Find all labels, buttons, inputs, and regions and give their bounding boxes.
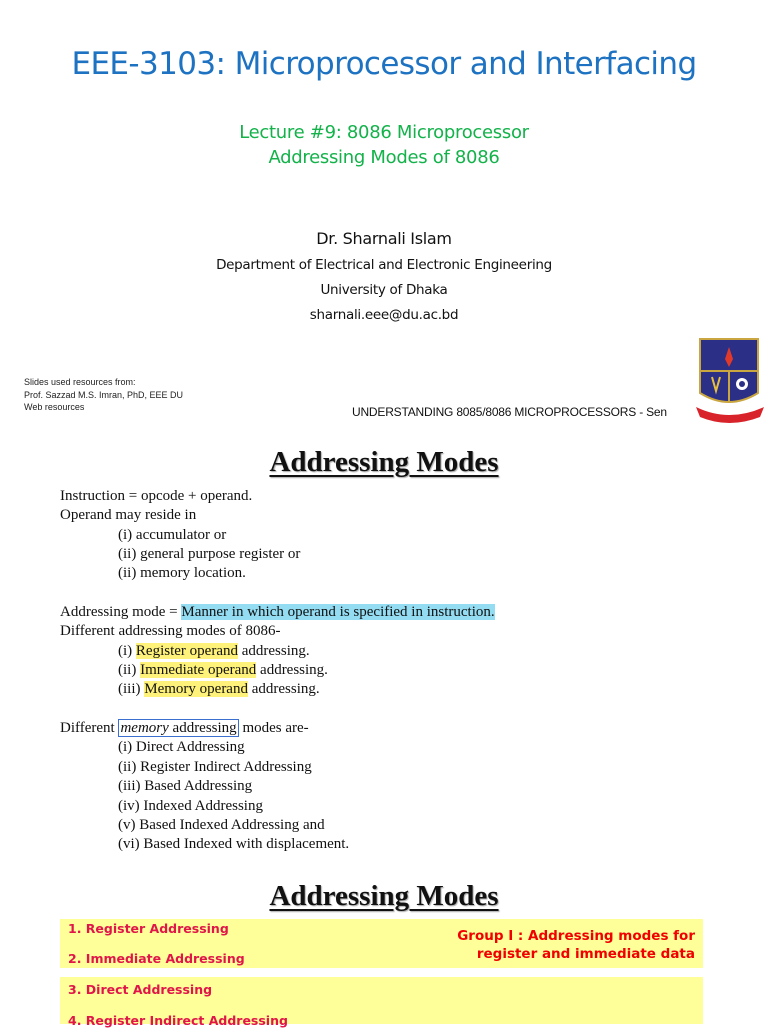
credits bbox=[24, 376, 183, 414]
text-line: Different memory addressing modes are- bbox=[60, 720, 309, 737]
text-line: (i) accumulator or bbox=[118, 526, 227, 543]
highlight: Immediate operand bbox=[140, 662, 257, 679]
credit-line: Prof. Sazzad M.S. Imran, PhD, EEE DU bbox=[24, 389, 184, 400]
group2-box bbox=[60, 977, 703, 1028]
text-line: (iii) Memory operand addressing. bbox=[118, 681, 320, 698]
book-reference: UNDERSTANDING 8085/8086 MICROPROCESSORS - Sen bbox=[352, 405, 667, 419]
list-item: 2. Immediate Addressing bbox=[68, 951, 245, 966]
university: University of Dhaka bbox=[320, 282, 448, 298]
highlight: Memory operand bbox=[144, 681, 248, 698]
text: Addressing mode = bbox=[60, 604, 182, 621]
email: sharnali.eee@du.ac.bd bbox=[309, 307, 459, 323]
lecture-title: Lecture #9: 8086 Microprocessor bbox=[239, 122, 529, 143]
group1-box bbox=[60, 919, 703, 968]
text-line: (i) Register operand addressing. bbox=[118, 642, 310, 659]
list-item: (v) Based Indexed Addressing and bbox=[118, 816, 325, 833]
group1-label: Group I : Addressing modes for register and immediate data bbox=[457, 928, 695, 962]
text-line: (ii) memory location. bbox=[118, 565, 246, 582]
list-item: 4. Register Indirect Addressing bbox=[68, 1013, 288, 1028]
university-logo bbox=[696, 337, 764, 423]
list-item: 1. Register Addressing bbox=[68, 921, 229, 936]
text-line: (ii) general purpose register or bbox=[118, 546, 301, 563]
highlight: Register operand bbox=[135, 642, 238, 659]
text-line: Operand may reside in bbox=[60, 507, 197, 524]
course-title: EEE-3103: Microprocessor and Interfacing bbox=[71, 46, 697, 82]
lecture-subtitle: Addressing Modes of 8086 bbox=[268, 147, 500, 168]
list-item: (iv) Indexed Addressing bbox=[118, 797, 263, 814]
slide2-body bbox=[60, 487, 495, 855]
list-item: (iii) Based Addressing bbox=[118, 778, 253, 795]
slide2-heading: Addressing Modes bbox=[269, 446, 499, 478]
memory-emphasis: memory bbox=[120, 720, 169, 737]
author: Dr. Sharnali Islam bbox=[316, 229, 452, 248]
list-item: (ii) Register Indirect Addressing bbox=[118, 758, 312, 775]
credit-line: Slides used resources from: bbox=[24, 377, 136, 387]
list-item: 3. Direct Addressing bbox=[68, 982, 213, 997]
list-item: (i) Direct Addressing bbox=[118, 739, 245, 756]
list-item: (vi) Based Indexed with displacement. bbox=[118, 836, 350, 853]
text-line: (ii) Immediate operand addressing. bbox=[118, 662, 328, 679]
credit-line: Web resources bbox=[24, 402, 85, 412]
text-line: Different addressing modes of 8086- bbox=[60, 623, 281, 640]
text-line: Instruction = opcode + operand. bbox=[60, 488, 253, 504]
text-line bbox=[60, 603, 495, 622]
slide3-heading: Addressing Modes bbox=[269, 880, 499, 912]
department: Department of Electrical and Electronic Engineering bbox=[216, 257, 552, 273]
highlighted-definition: Manner in which operand is specified in instruction. bbox=[181, 604, 495, 621]
